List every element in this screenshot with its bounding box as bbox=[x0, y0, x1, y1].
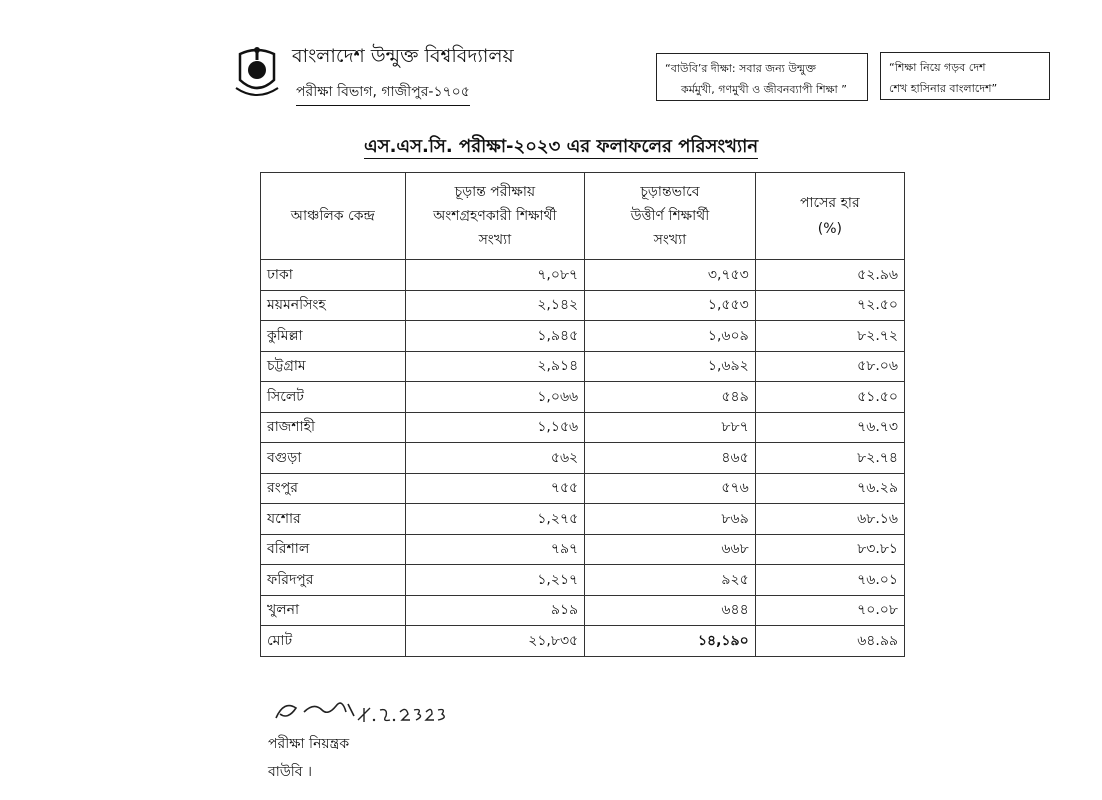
header-participants: চূড়ান্ত পরীক্ষায় অংশগ্রহণকারী শিক্ষার্থী সংখ্যা bbox=[405, 173, 585, 260]
motto-bou-line2: কর্মমুখী, গণমুখী ও জীবনব্যাপী শিক্ষা ” bbox=[681, 83, 847, 96]
cell-center: বগুড়া bbox=[261, 443, 406, 474]
cell-total-rate: ৬৪.৯৯ bbox=[755, 626, 904, 657]
cell-center: বরিশাল bbox=[261, 534, 406, 565]
cell-rate: ৮২.৭২ bbox=[755, 321, 904, 352]
cell-rate: ৭০.০৮ bbox=[755, 595, 904, 626]
header-pass-rate: পাসের হার (%) bbox=[755, 173, 904, 260]
table-header-row bbox=[261, 173, 905, 260]
cell-center: ফরিদপুর bbox=[261, 565, 406, 596]
cell-total-passed: ১৪,১৯০ bbox=[585, 626, 756, 657]
cell-participants: ১,২৭৫ bbox=[405, 504, 585, 535]
cell-rate: ৫৮.০৬ bbox=[755, 351, 904, 382]
table-row bbox=[261, 351, 905, 382]
cell-rate: ৬৮.১৬ bbox=[755, 504, 904, 535]
cell-participants: ২,১৪২ bbox=[405, 290, 585, 321]
table-row bbox=[261, 504, 905, 535]
cell-passed: ৬৪৪ bbox=[585, 595, 756, 626]
cell-participants: ১,১৫৬ bbox=[405, 412, 585, 443]
cell-passed: ৯২৫ bbox=[585, 565, 756, 596]
signature bbox=[270, 690, 450, 730]
cell-rate: ৮৩.৮১ bbox=[755, 534, 904, 565]
cell-participants: ১,৯৪৫ bbox=[405, 321, 585, 352]
table-total-row bbox=[261, 626, 905, 657]
cell-passed: ৫৭৬ bbox=[585, 473, 756, 504]
table-row bbox=[261, 382, 905, 413]
motto-national-line1: “শিক্ষা নিয়ে গড়ব দেশ bbox=[889, 61, 986, 74]
university-name: বাংলাদেশ উন্মুক্ত বিশ্ববিদ্যালয় bbox=[292, 45, 514, 67]
report-title: এস.এস.সি. পরীক্ষা-২০২৩ এর ফলাফলের পরিসংখ্যান bbox=[364, 136, 759, 157]
table-row bbox=[261, 473, 905, 504]
table-row bbox=[261, 443, 905, 474]
cell-center: চট্টগ্রাম bbox=[261, 351, 406, 382]
results-table bbox=[260, 172, 905, 657]
cell-total-label: মোট bbox=[261, 626, 406, 657]
table-row bbox=[261, 412, 905, 443]
cell-passed: ৮৮৭ bbox=[585, 412, 756, 443]
table-row bbox=[261, 595, 905, 626]
cell-participants: ৫৬২ bbox=[405, 443, 585, 474]
cell-center: রাজশাহী bbox=[261, 412, 406, 443]
university-logo bbox=[228, 44, 286, 102]
cell-center: ঢাকা bbox=[261, 260, 406, 291]
cell-passed: ১,৬৯২ bbox=[585, 351, 756, 382]
cell-passed: ৬৬৮ bbox=[585, 534, 756, 565]
table-row bbox=[261, 534, 905, 565]
cell-rate: ৭৬.২৯ bbox=[755, 473, 904, 504]
motto-bou-line1: “বাউবি’র দীক্ষা: সবার জন্য উন্মুক্ত bbox=[665, 62, 816, 75]
cell-passed: ৮৬৯ bbox=[585, 504, 756, 535]
cell-passed: ১,৫৫৩ bbox=[585, 290, 756, 321]
cell-participants: ৭৫৫ bbox=[405, 473, 585, 504]
cell-center: যশোর bbox=[261, 504, 406, 535]
cell-participants: ৭,০৮৭ bbox=[405, 260, 585, 291]
cell-participants: ১,২১৭ bbox=[405, 565, 585, 596]
header-regional-center: আঞ্চলিক কেন্দ্র bbox=[261, 173, 406, 260]
cell-participants: ২,৯১৪ bbox=[405, 351, 585, 382]
cell-rate: ৮২.৭৪ bbox=[755, 443, 904, 474]
cell-rate: ৫১.৫০ bbox=[755, 382, 904, 413]
table-row bbox=[261, 260, 905, 291]
department-address: পরীক্ষা বিভাগ, গাজীপুর-১৭০৫ bbox=[296, 80, 470, 106]
cell-rate: ৭৬.৭৩ bbox=[755, 412, 904, 443]
cell-center: কুমিল্লা bbox=[261, 321, 406, 352]
cell-rate: ৭৬.০১ bbox=[755, 565, 904, 596]
signatory-org: বাউবি । bbox=[268, 764, 313, 780]
motto-box-national bbox=[880, 52, 1050, 100]
cell-center: সিলেট bbox=[261, 382, 406, 413]
cell-passed: ৩,৭৫৩ bbox=[585, 260, 756, 291]
cell-total-participants: ২১,৮৩৫ bbox=[405, 626, 585, 657]
cell-rate: ৫২.৯৬ bbox=[755, 260, 904, 291]
cell-participants: ৭৯৭ bbox=[405, 534, 585, 565]
header-passed: চূড়ান্তভাবে উত্তীর্ণ শিক্ষার্থী সংখ্যা bbox=[585, 173, 756, 260]
cell-participants: ৯১৯ bbox=[405, 595, 585, 626]
table-row bbox=[261, 321, 905, 352]
cell-participants: ১,০৬৬ bbox=[405, 382, 585, 413]
cell-center: ময়মনসিংহ bbox=[261, 290, 406, 321]
cell-center: রংপুর bbox=[261, 473, 406, 504]
cell-center: খুলনা bbox=[261, 595, 406, 626]
cell-passed: ৫৪৯ bbox=[585, 382, 756, 413]
signatory-title: পরীক্ষা নিয়ন্ত্রক bbox=[268, 736, 350, 752]
motto-box-bou bbox=[656, 53, 868, 101]
cell-rate: ৭২.৫০ bbox=[755, 290, 904, 321]
motto-national-line2: শেখ হাসিনার বাংলাদেশ” bbox=[889, 82, 998, 95]
cell-passed: ১,৬০৯ bbox=[585, 321, 756, 352]
table-row bbox=[261, 565, 905, 596]
cell-passed: ৪৬৫ bbox=[585, 443, 756, 474]
table-row bbox=[261, 290, 905, 321]
